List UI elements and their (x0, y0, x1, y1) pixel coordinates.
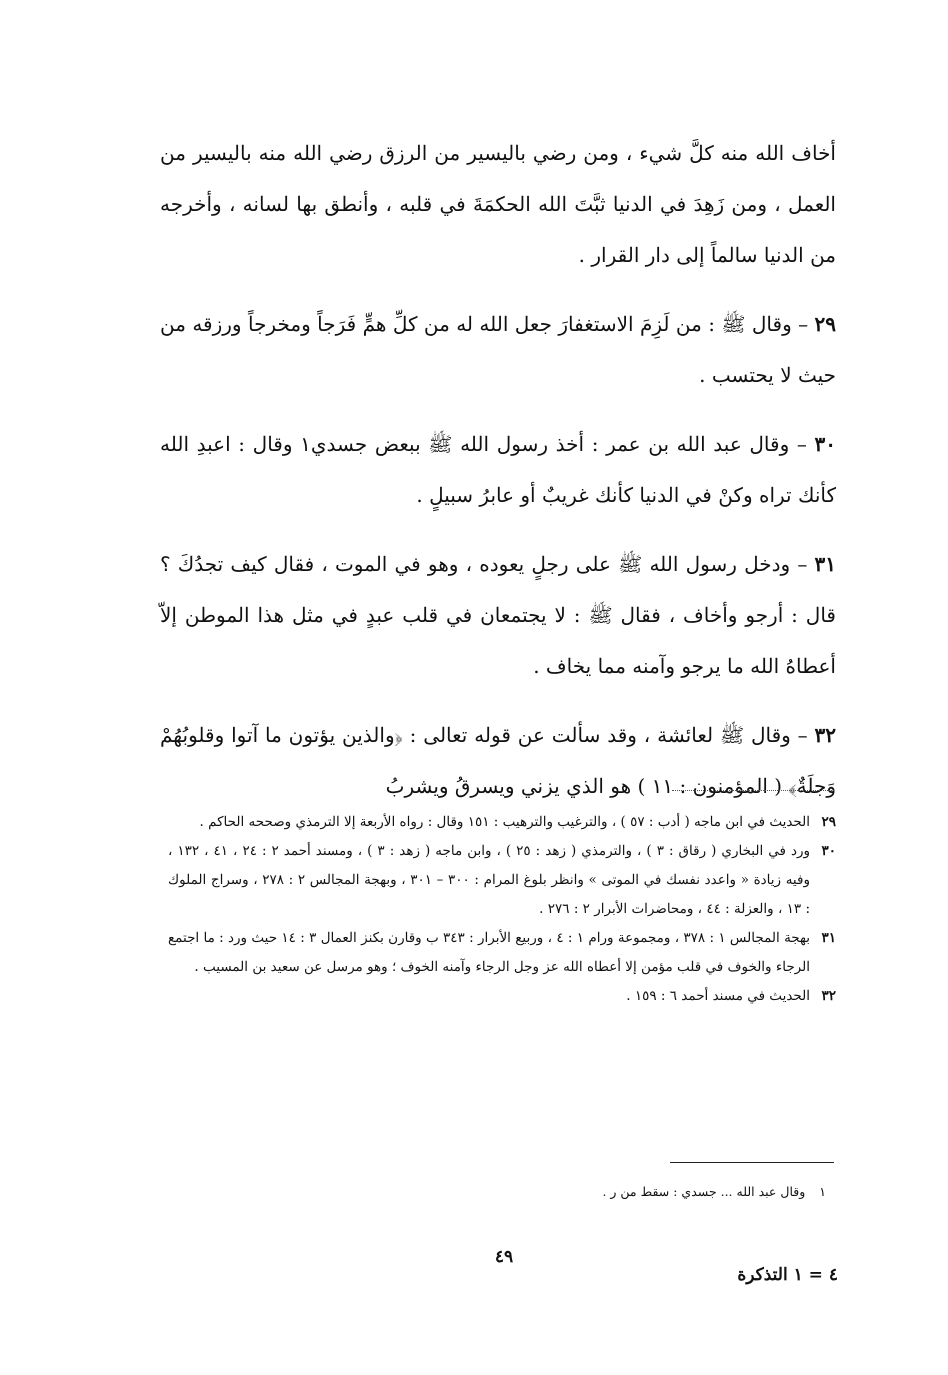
note-number: ٢٩ (821, 814, 836, 830)
paragraph-31 (160, 539, 836, 692)
paragraph-30 (160, 419, 836, 521)
note-32 (168, 982, 836, 1011)
note-number: ٣١ (821, 930, 836, 946)
notes-separator (672, 790, 834, 791)
paragraph-number: ٢٩ (814, 312, 836, 336)
paragraph-text: – وقال ﷺ : من لَزِمَ الاستغفارَ جعل الله له من كلِّ همٍّ فَرَجاً ومخرجاً ورزقه من حيث لا يحتسب . (160, 312, 836, 387)
paragraph-number: ٣٠ (814, 432, 836, 456)
footnote (400, 1181, 826, 1203)
main-text (160, 128, 836, 830)
paragraph-32 (160, 710, 836, 812)
paragraph-number: ٣١ (814, 552, 836, 576)
page-number: ٤٩ (494, 1247, 514, 1267)
paragraph-29 (160, 299, 836, 401)
paragraph-text: – وقال عبد الله بن عمر : أخذ رسول الله ﷺ ببعض جسدي١ وقال : اعبدِ الله كأنك تراه وكنْ في الدنيا كأنك غريبٌ أو عابرُ سبيلٍ . (160, 432, 836, 507)
footnote-number: ١ (819, 1184, 826, 1199)
footnote-rule (670, 1162, 834, 1163)
paragraph-text: أخاف الله منه كلَّ شيء ، ومن رضي باليسير من الرزق رضي الله منه باليسير من العمل ، ومن زَهِدَ في الدنيا ثبَّتَ الله الحكمَةَ في قلبه ، وأنطق بها لسانه ، وأخرجه من الدنيا سالماً إلى دار القرار . (160, 141, 836, 267)
note-text: ورد في البخاري ( رقاق : ٣ ) ، والترمذي ( زهد : ٢٥ ) ، وابن ماجه ( زهد : ٣ ) ، ومسند أحمد ٢ : ٢٤ ، ٤١ ، ١٣٢ ، وفيه زيادة « واعدد نفسك في الموتى » وانظر بلوغ المرام : ٣٠٠ – ٣٠١ ، وبهجة المجالس ٢ : ٢٧٨ ، وسراج الملوك : ١٣ ، والعزلة : ٤٤ ، ومحاضرات الأبرار ٢ : ٢٧٦ . (168, 843, 811, 917)
signature-mark: ٤ = ١ التذكرة (737, 1265, 838, 1285)
paragraph-text: – ودخل رسول الله ﷺ على رجلٍ يعوده ، وهو في الموت ، فقال كيف تجدُكَ ؟ قال : أرجو وأخاف ، فقال ﷺ : لا يجتمعان في قلب عبدٍ في مثل هذا الموطن إلاّ أعطاهُ الله ما يرجو وآمنه مما يخاف . (160, 552, 836, 678)
note-text: الحديث في مسند أحمد ٦ : ١٥٩ . (626, 988, 810, 1004)
source-notes (168, 808, 836, 1011)
note-29 (168, 808, 836, 837)
paragraph-text: – وقال ﷺ لعائشة ، وقد سألت عن قوله تعالى : ﴿والذين يؤتون ما آتوا وقلوبُهُمْ وَجلَةٌ﴾ ( المؤمنون : ١١ ) هو الذي يزني ويسرقُ ويشربُ (160, 723, 836, 798)
paragraph-number: ٣٢ (814, 723, 836, 747)
note-text: الحديث في ابن ماجه ( أدب : ٥٧ ) ، والترغيب والترهيب : ١٥١ وقال : رواه الأربعة إلا الترمذي وصححه الحاكم . (199, 814, 810, 830)
note-text: بهجة المجالس ١ : ٣٧٨ ، ومجموعة ورام ١ : ٤ ، وربيع الأبرار : ٣٤٣ ب وقارن بكنز العمال ٣ : ١٤ حيث ورد : ما اجتمع الرجاء والخوف في قلب مؤمن إلا أعطاه الله عز وجل الرجاء وآمنه الخوف ؛ وهو مرسل عن سعيد بن المسيب . (168, 930, 811, 975)
footnote-text: وقال عبد الله ... جسدي : سقط من ر . (602, 1184, 806, 1199)
note-30 (168, 837, 836, 924)
note-number: ٣٠ (821, 843, 836, 859)
note-31 (168, 924, 836, 982)
note-number: ٣٢ (821, 988, 836, 1004)
paragraph-continuation (160, 128, 836, 281)
